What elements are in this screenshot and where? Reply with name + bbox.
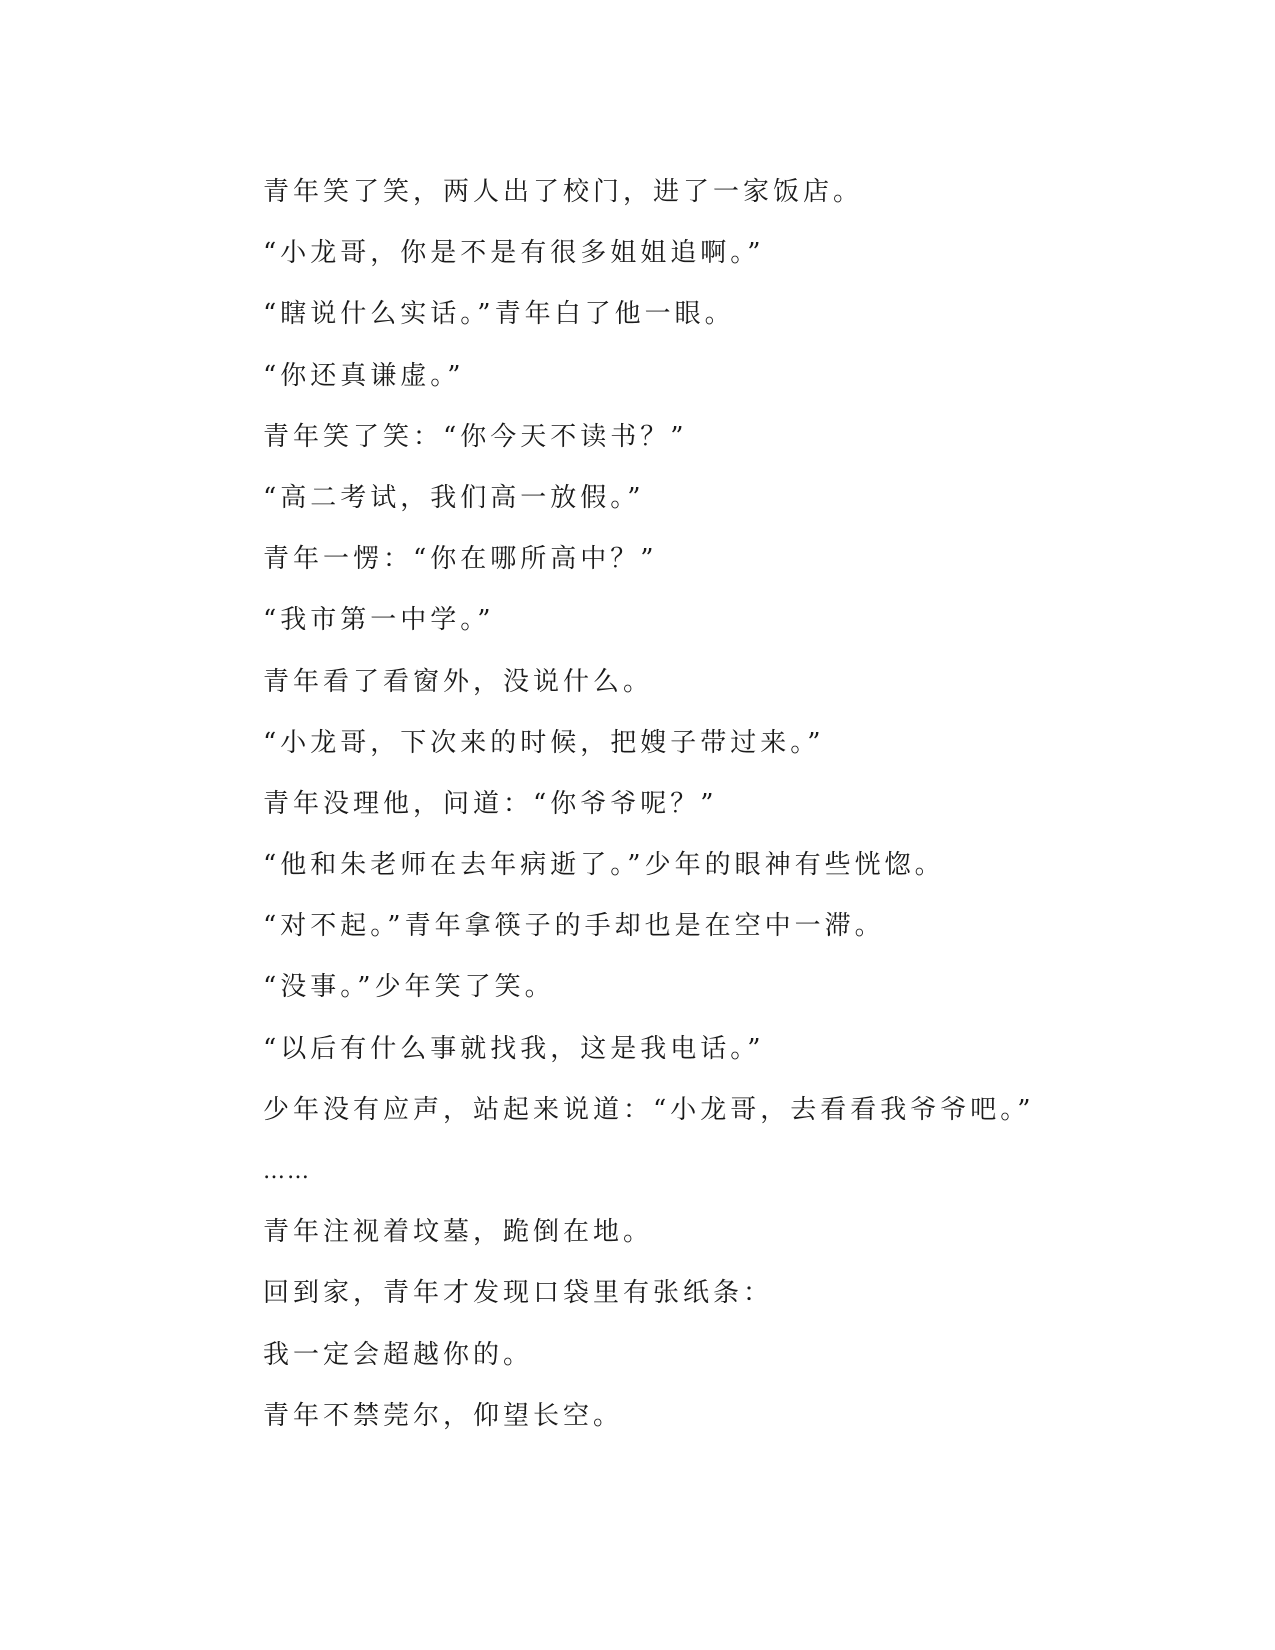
paragraph-line: “小龙哥，下次来的时候，把嫂子带过来。” [263, 727, 825, 758]
paragraph-line: “他和朱老师在去年病逝了。”少年的眼神有些恍惚。 [263, 850, 945, 881]
paragraph-line: 青年不禁莞尔，仰望长空。 [263, 1400, 624, 1431]
paragraph-line: “没事。”少年笑了笑。 [263, 972, 555, 1003]
paragraph-line: 青年笑了笑：“你今天不读书？” [263, 421, 688, 452]
section-break-ellipsis: …… [263, 1159, 311, 1184]
paragraph-line: “你还真谦虚。” [263, 360, 465, 391]
paragraph-line: “瞎说什么实话。”青年白了他一眼。 [263, 299, 735, 330]
paragraph-line: “高二考试，我们高一放假。” [263, 482, 645, 513]
paragraph-line: 回到家，青年才发现口袋里有张纸条： [263, 1278, 774, 1309]
paragraph-line: 青年看了看窗外，没说什么。 [263, 666, 654, 697]
story-text [263, 162, 1163, 1447]
paragraph-line: “小龙哥，你是不是有很多姐姐追啊。” [263, 238, 765, 269]
paragraph-line: “我市第一中学。” [263, 605, 495, 636]
paragraph-line: 青年笑了笑，两人出了校门，进了一家饭店。 [263, 177, 864, 207]
paragraph-line: “以后有什么事就找我，这是我电话。” [263, 1033, 765, 1064]
paragraph-line: 青年一愣：“你在哪所高中？” [263, 544, 658, 575]
paragraph-line: “对不起。”青年拿筷子的手却也是在空中一滞。 [263, 911, 885, 942]
paragraph-line: 我一定会超越你的。 [263, 1339, 534, 1370]
paragraph-line: 青年没理他，问道：“你爷爷呢？” [263, 788, 718, 819]
paragraph-line: 青年注视着坟墓，跪倒在地。 [263, 1217, 654, 1248]
paragraph-line: 少年没有应声，站起来说道：“小龙哥，去看看我爷爷吧。” [263, 1094, 1035, 1125]
